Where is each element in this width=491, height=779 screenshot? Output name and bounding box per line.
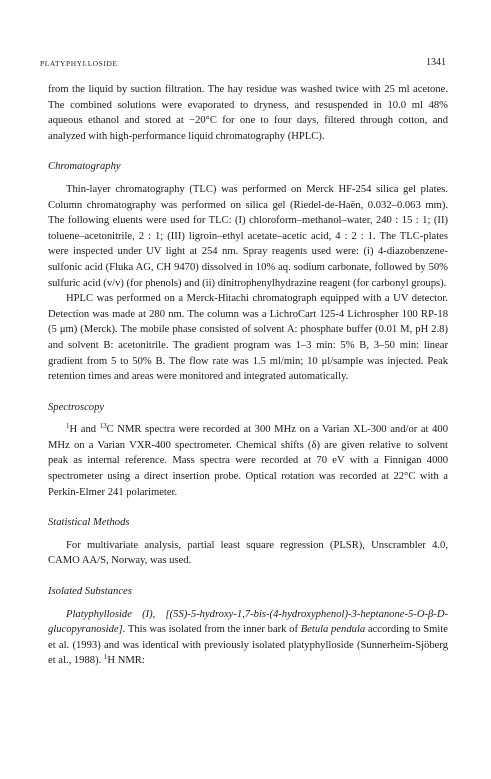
page-number: 1341 <box>426 57 446 68</box>
h-and-text: H and <box>69 424 100 436</box>
intro-paragraph: from the liquid by suction filtration. The hay residue was washed twice with 25 ml acetone. The combined solutions were evaporated to dryness, and resuspended in 10.0 ml 48% aqueous ethanol and stored at −20°C for one to four days, filtered through cotton, and analyzed with high-performance liquid chromatography (HPLC). <box>48 84 448 142</box>
isolated-paragraph <box>48 607 448 669</box>
nmr-text: H NMR: <box>107 655 145 667</box>
running-head: PLATYPHYLLOSIDE <box>40 59 118 68</box>
statistics-paragraph: For multivariate analysis, partial least square regression (PLSR), Unscrambler 4.0, CAMO AA/S, Norway, was used. <box>48 539 448 567</box>
article-body <box>48 82 448 669</box>
h-superscript: 1 <box>66 422 70 431</box>
species-name: Betula pendula <box>300 624 366 636</box>
hplc-paragraph: HPLC was performed on a Merck-Hitachi chromatograph equipped with a UV detector. Detection was made at 280 nm. The column was a LichroCart 125-4 Lichrospher 100 RP-18 (5 μm) (Merck). The mobile phase consisted of solvent A: phosphate buffer (0.01 M, pH 2.8) and solvent B: acetonitrile. The gradient program was 1–3 min: 5% B, 3–50 min: linear gradient from 5 to 50% B. The flow rate was 1.5 ml/min; 10 μl/sample was injected. Peak retention times and areas were monitored and integrated automatically. <box>48 293 448 383</box>
chromatography-heading: Chromatography <box>48 161 121 173</box>
isolated-text-b: according to Smite et al. (1993) and was identical with previously isolated platyphylloside (Sunnerheim-Sjöberg et al., 1988). <box>48 624 449 667</box>
nmr-superscript: 1 <box>103 653 108 662</box>
isolated-substances-heading: Isolated Substances <box>48 586 132 598</box>
compound-name: Platyphylloside (I), [(5S)-5-hydroxy-1,7-bis-(4-hydroxyphenol)-3-heptanone-5-O-β-D-glucopyranoside]. <box>48 608 448 636</box>
page-header <box>40 56 446 70</box>
spectroscopy-text: C NMR spectra were recorded at 300 MHz on a Varian XL-300 and/or at 400 MHz on a Varian VXR-400 spectrometer. Chemical shifts (δ) are given relative to solvent peak as internal reference. Mass spectra were recorded at 70 eV with a Finnigan 4000 spectrometer using a direct insertion probe. Optical rotation was recorded at 22°C with a Perkin-Elmer 241 polarimeter. <box>48 424 448 498</box>
statistical-methods-heading: Statistical Methods <box>48 517 130 529</box>
spectroscopy-paragraph <box>48 422 448 500</box>
spectroscopy-heading: Spectroscopy <box>48 401 105 413</box>
isolated-text-a: This was isolated from the inner bark of <box>125 624 301 636</box>
tlc-paragraph: Thin-layer chromatography (TLC) was performed on Merck HF-254 silica gel plates. Column chromatography was performed on silica gel (Riedel-de-Haën, 0.032–0.063 mm). The following eluents were used for TLC: (I) chloroform–methanol–water, 240 : 15 : 1; (II) toluene–acetonitrile, 2 : 1; (III) ligroin–ethyl acetate–acetic acid, 4 : 2 : 1. The TLC-plates were inspected under UV light at 254 nm. Spray reagents used were: (i) 4-diazobenzene-sulfonic acid (Fluka AG, CH 9470) dissolved in 10% aq. sodium carbonate, followed by 50% sulfuric acid (v/v) (for phenols) and (ii) dinitrophenylhydrazine reagent (for carbonyl groups). <box>48 183 448 289</box>
c-superscript: 13 <box>99 422 107 431</box>
